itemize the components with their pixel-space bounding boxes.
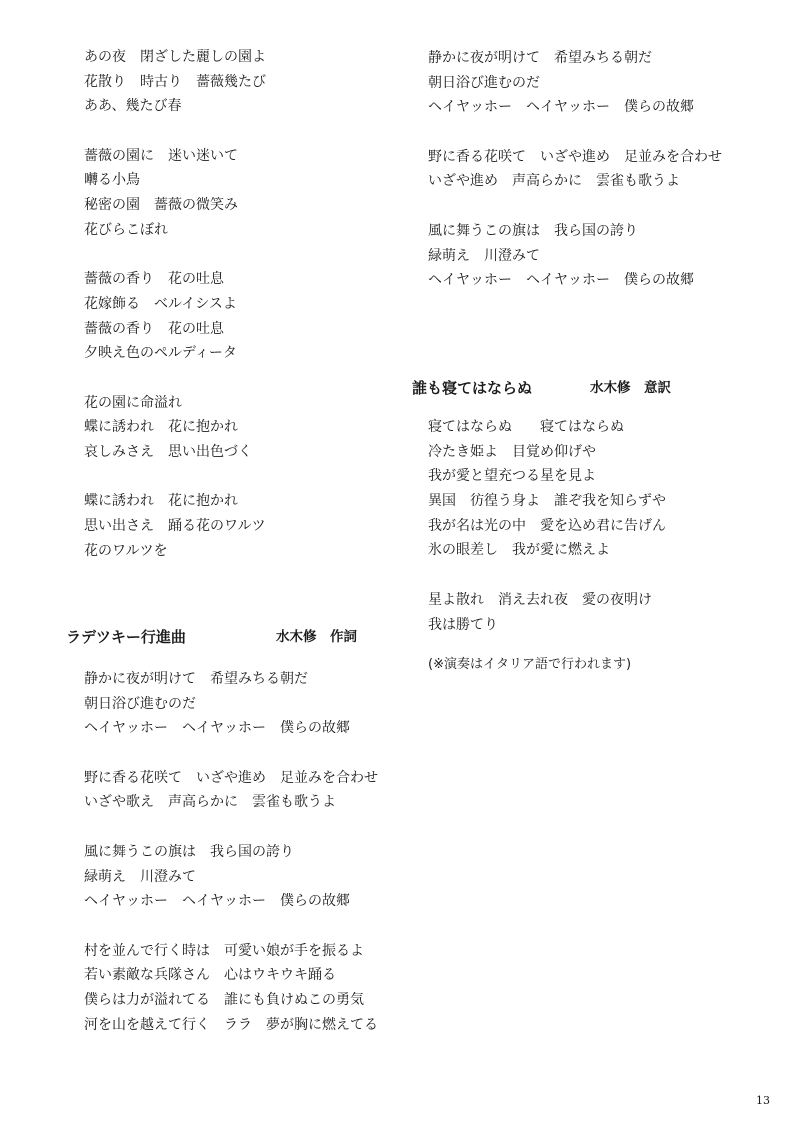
radetzky-credit: 水木修 作詞 (276, 629, 357, 645)
nessun-dorma-line: 異国 彷徨う身よ 誰ぞ我を知らずや (428, 493, 666, 510)
poem-line: 秘密の園 薔薇の微笑み (84, 197, 238, 214)
continued-line: 緑萌え 川澄みて (428, 247, 540, 264)
poem-line: 蝶に誘われ 花に抱かれ (84, 493, 238, 510)
radetzky-line: ヘイヤッホー ヘイヤッホー 僕らの故郷 (84, 720, 350, 737)
nessun-dorma-line: 我が愛と望充つる星を見よ (428, 468, 596, 485)
radetzky-line: ヘイヤッホー ヘイヤッホー 僕らの故郷 (84, 893, 350, 910)
radetzky-line: 静かに夜が明けて 希望みちる朝だ (84, 671, 308, 687)
radetzky-line: いざや歌え 声高らかに 雲雀も歌うよ (84, 794, 336, 811)
stanza-break (84, 366, 266, 391)
nessun-dorma-title: 誰も寝てはならぬ (412, 379, 533, 397)
continued-line: 朝日浴び進むのだ (428, 74, 540, 91)
stanza-break (84, 815, 378, 840)
left-poem-block (84, 45, 266, 563)
performance-note: (※演奏はイタリア語で行われます) (428, 657, 632, 672)
radetzky-line: 若い素敵な兵隊さん 心はウキウキ踊る (84, 967, 336, 984)
poem-line: 哀しみさえ 思い出色づく (84, 444, 252, 460)
page-number: 13 (756, 1094, 770, 1107)
stanza-break (84, 243, 266, 268)
radetzky-line: 河を山を越えて行く ララ 夢が胸に燃えてる (84, 1016, 378, 1033)
radetzky-line: 緑萌え 川澄みて (84, 868, 196, 885)
radetzky-line: 朝日浴び進むのだ (84, 695, 196, 712)
stanza-break (428, 194, 722, 219)
nessun-dorma-credit: 水木修 意訳 (590, 380, 671, 396)
nessun-dorma-lyrics-block (428, 415, 666, 637)
continued-line: 静かに夜が明けて 希望みちる朝だ (428, 50, 652, 66)
radetzky-lyrics-block (84, 667, 378, 1037)
poem-line: 花の園に命溢れ (84, 394, 182, 411)
nessun-dorma-line: 我は勝てり (428, 616, 498, 633)
radetzky-line: 僕らは力が溢れてる 誰にも負けぬこの勇気 (84, 991, 364, 1008)
continued-line: ヘイヤッホー ヘイヤッホー 僕らの故郷 (428, 99, 694, 116)
poem-line: 花のワルツを (84, 542, 168, 559)
stanza-break (84, 914, 378, 939)
poem-line: ああ、幾たび春 (84, 98, 182, 115)
poem-line: 薔薇の香り 花の吐息 (84, 320, 224, 337)
stanza-break (84, 465, 266, 490)
nessun-dorma-line: 我が名は光の中 愛を込め君に告げん (428, 517, 666, 534)
radetzky-title: ラデツキー行進曲 (66, 628, 186, 646)
continued-line: ヘイヤッホー ヘイヤッホー 僕らの故郷 (428, 272, 694, 289)
stanza-break (84, 741, 378, 766)
continued-line: いざや進め 声高らかに 雲雀も歌うよ (428, 173, 680, 190)
continued-line: 風に舞うこの旗は 我ら国の誇り (428, 222, 638, 239)
poem-line: 花散り 時古り 薔薇幾たび (84, 73, 266, 90)
nessun-dorma-line: 冷たき姫よ 目覚め仰げや (428, 443, 596, 460)
radetzky-line: 風に舞うこの旗は 我ら国の誇り (84, 843, 294, 860)
poem-line: あの夜 閉ざした麗しの園よ (84, 49, 266, 65)
stanza-break (428, 120, 722, 145)
right-continued-block (428, 46, 722, 293)
nessun-dorma-line: 寝てはならぬ 寝てはならぬ (428, 419, 624, 435)
nessun-dorma-line: 星よ散れ 消え去れ夜 愛の夜明け (428, 591, 652, 608)
poem-line: 囀る小鳥 (84, 172, 140, 189)
poem-line: 夕映え色のペルディータ (84, 345, 237, 362)
stanza-break (84, 119, 266, 144)
continued-line: 野に香る花咲て いざや進め 足並みを合わせ (428, 148, 722, 165)
nessun-dorma-line: 氷の眼差し 我が愛に燃えよ (428, 542, 610, 559)
poem-line: 花びらこぼれ (84, 221, 168, 238)
poem-line: 薔薇の香り 花の吐息 (84, 271, 224, 288)
radetzky-line: 野に香る花咲て いざや進め 足並みを合わせ (84, 769, 378, 786)
poem-line: 花嫁飾る ベルイシスよ (84, 295, 237, 312)
poem-line: 蝶に誘われ 花に抱かれ (84, 419, 238, 436)
radetzky-line: 村を並んで行く時は 可愛い娘が手を振るよ (84, 942, 364, 959)
stanza-break (428, 563, 666, 588)
poem-line: 薔薇の園に 迷い迷いて (84, 147, 238, 164)
poem-line: 思い出さえ 踊る花のワルツ (84, 518, 266, 535)
